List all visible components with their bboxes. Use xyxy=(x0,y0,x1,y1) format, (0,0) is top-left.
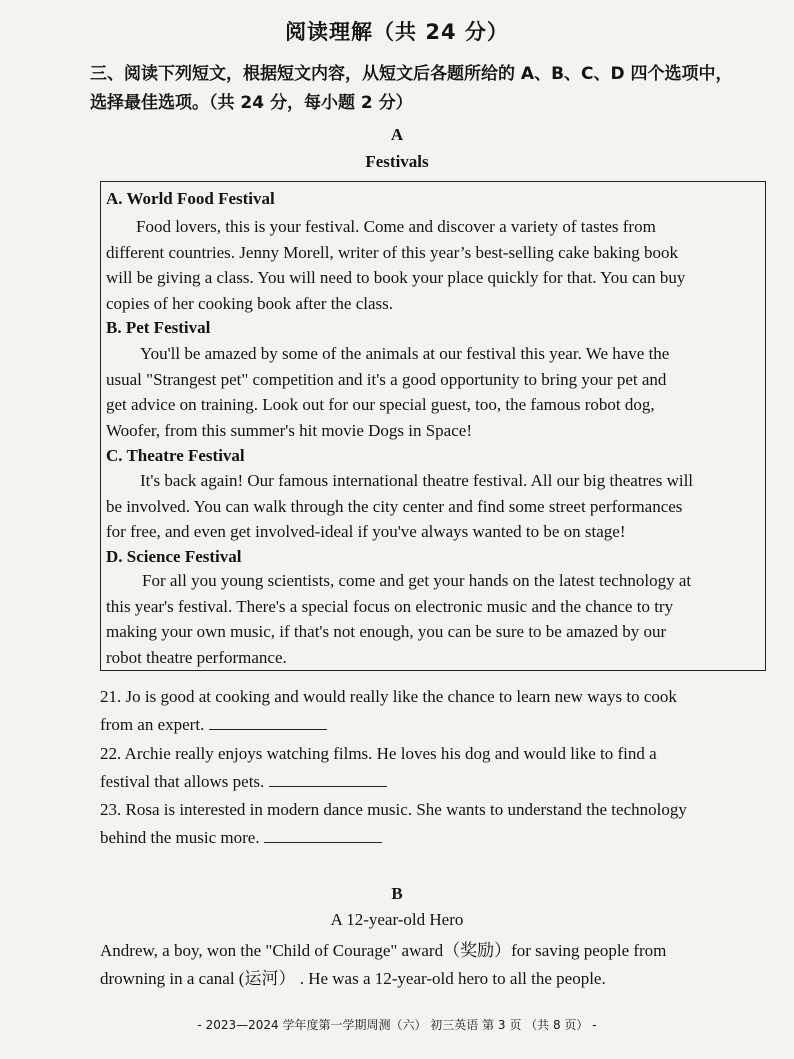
festival-description xyxy=(106,568,736,670)
answer-blank[interactable] xyxy=(264,826,382,843)
text-line: copies of her cooking book after the class. xyxy=(106,293,394,313)
question-22 xyxy=(100,740,770,796)
festival-heading: A. World Food Festival xyxy=(106,189,275,208)
section-title-b: A 12-year-old Hero xyxy=(330,910,464,929)
question-text: from an expert. xyxy=(100,715,205,734)
text-line: It's back again! Our famous international theatre festival. All our big theatres will xyxy=(140,471,694,490)
question-text: 21. Jo is good at cooking and would really like the chance to learn new ways to cook xyxy=(100,687,677,706)
festival-description xyxy=(106,214,736,316)
question-21 xyxy=(100,683,770,739)
section-b-paragraph xyxy=(100,937,760,993)
text-line: For all you young scientists, come and get your hands on the latest technology at xyxy=(142,571,692,590)
question-23 xyxy=(100,796,770,852)
page-footer: - 2023—2024 学年度第一学期周测（六） 初三英语 第 3 页 （共 8 页） - xyxy=(197,1018,597,1032)
text-line: making your own music, if that's not enough, you can be sure to be amazed by our xyxy=(106,622,667,641)
text-line: for free, and even get involved-ideal if you've always wanted to be on stage! xyxy=(106,522,626,541)
text-line: Andrew, a boy, won the "Child of Courage" award（奖励）for saving people from xyxy=(100,941,667,960)
section-letter-b: B xyxy=(391,884,403,903)
text-line: different countries. Jenny Morell, writer of this year’s best-selling cake baking book xyxy=(106,242,679,262)
answer-blank[interactable] xyxy=(269,770,387,787)
festival-heading: B. Pet Festival xyxy=(106,318,211,337)
instruction-line: 选择最佳选项。（共 24 分，每小题 2 分） xyxy=(90,93,413,113)
question-text: 22. Archie really enjoys watching films. He loves his dog and would like to find a xyxy=(100,744,657,763)
text-line: will be giving a class. You will need to book your place quickly for that. You can buy xyxy=(106,268,686,287)
instructions xyxy=(90,60,770,118)
text-line: be involved. You can walk through the city center and find some street performances xyxy=(106,496,683,516)
question-text: behind the music more. xyxy=(100,828,260,847)
festival-heading: C. Theatre Festival xyxy=(106,446,245,465)
text-line: get advice on training. Look out for our special guest, too, the famous robot dog, xyxy=(106,395,655,414)
text-line: this year's festival. There's a special focus on electronic music and the chance to try xyxy=(106,596,674,616)
text-line: usual "Strangest pet" competition and it's a good opportunity to bring your pet and xyxy=(106,369,667,389)
text-line: Woofer, from this summer's hit movie Dogs in Space! xyxy=(106,420,472,440)
question-text: 23. Rosa is interested in modern dance music. She wants to understand the technology xyxy=(100,800,687,819)
section-title-a: Festivals xyxy=(365,152,429,171)
answer-blank[interactable] xyxy=(209,713,327,730)
text-line: You'll be amazed by some of the animals at our festival this year. We have the xyxy=(140,344,670,363)
text-line: robot theatre performance. xyxy=(106,647,287,667)
festival-heading: D. Science Festival xyxy=(106,547,242,566)
question-text: festival that allows pets. xyxy=(100,772,265,791)
section-letter-a: A xyxy=(390,125,404,144)
festival-description xyxy=(106,468,736,545)
instruction-line: 三、阅读下列短文，根据短文内容，从短文后各题所给的 A、B、C、D 四个选项中， xyxy=(90,64,733,84)
festival-description xyxy=(106,341,736,443)
text-line: drowning in a canal (运河） . He was a 12-year-old hero to all the people. xyxy=(100,969,606,988)
page-title: 阅读理解（共 24 分） xyxy=(285,20,509,44)
text-line: Food lovers, this is your festival. Come and discover a variety of tastes from xyxy=(136,217,656,236)
